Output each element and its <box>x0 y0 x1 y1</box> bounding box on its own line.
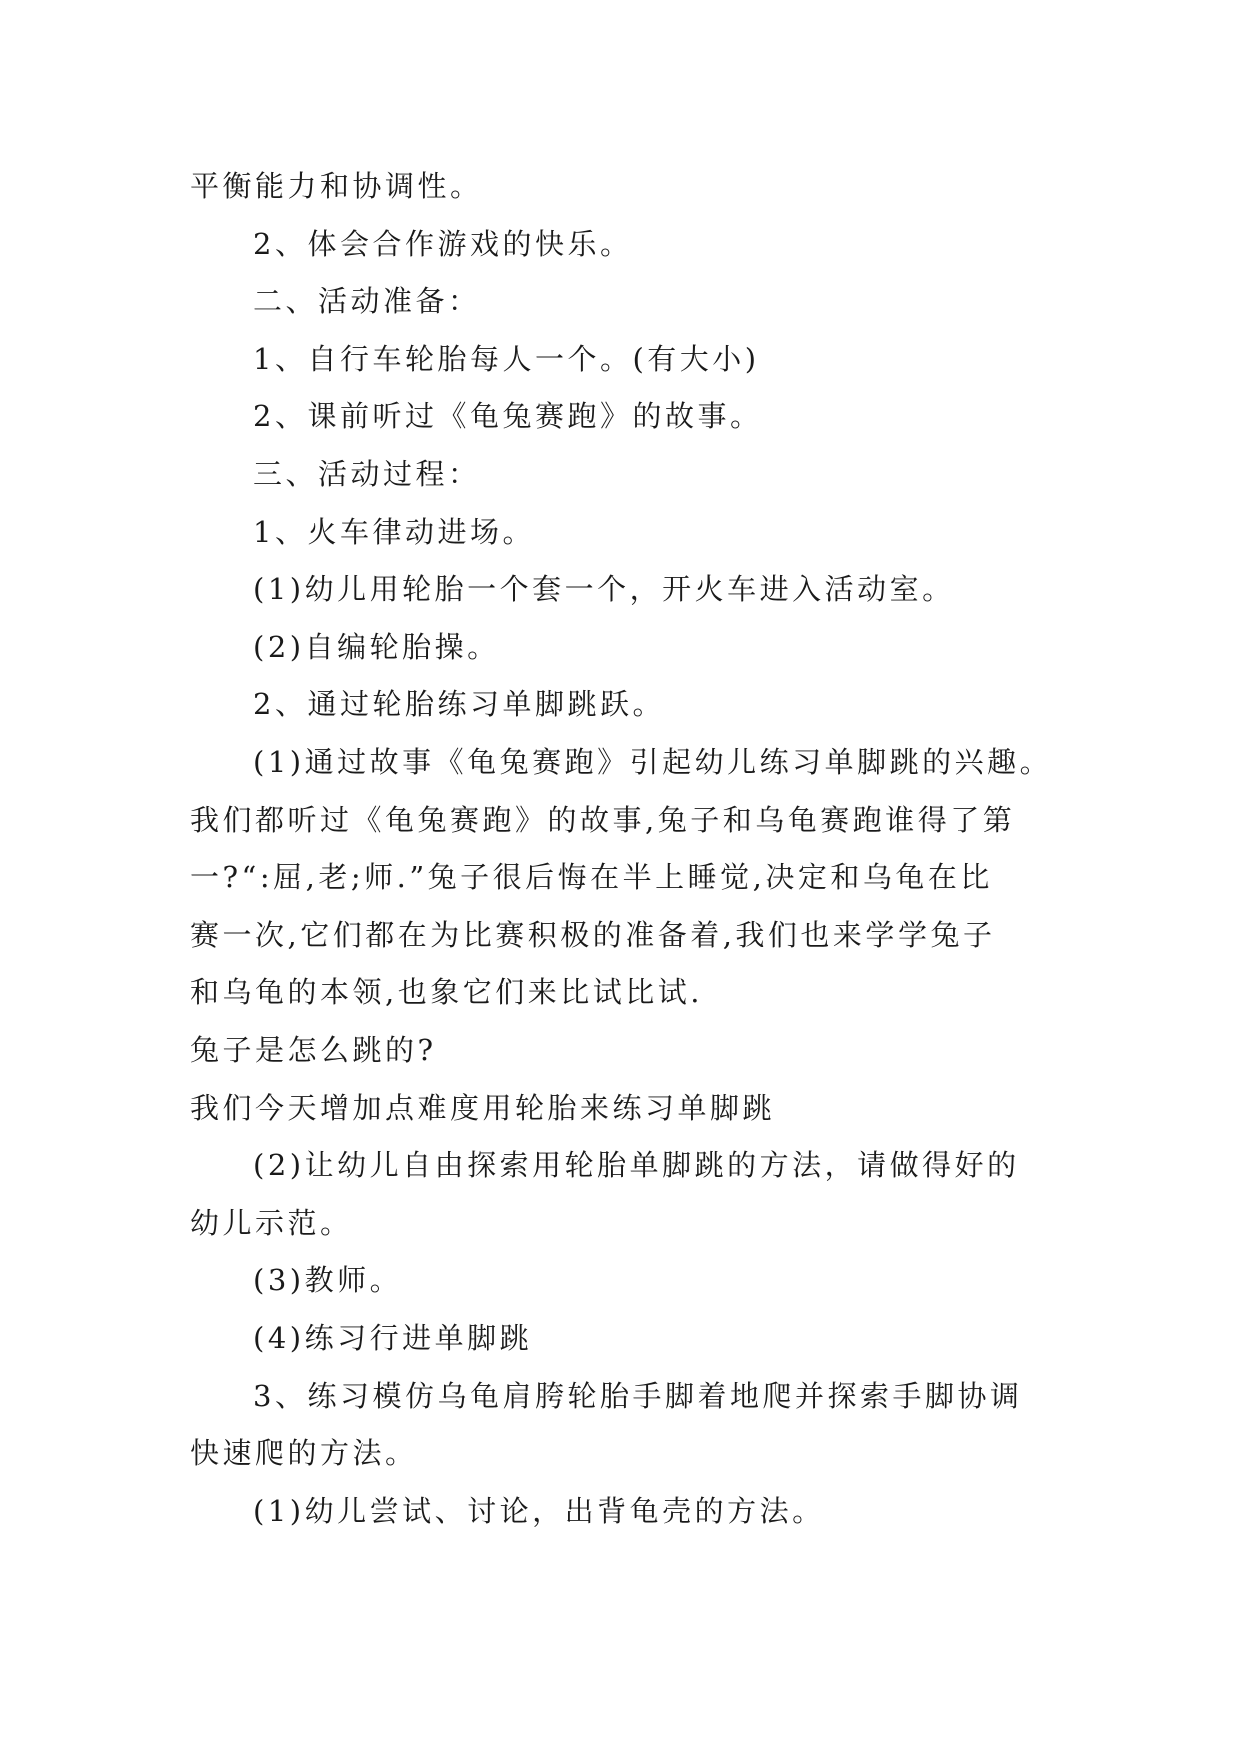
text-line: 3、练习模仿乌龟肩胯轮胎手脚着地爬并探索手脚协调 <box>253 1379 1023 1413</box>
text-line: 兔子是怎么跳的? <box>190 1033 437 1067</box>
text-line: (2)让幼儿自由探索用轮胎单脚跳的方法，请做得好的 <box>253 1148 1020 1182</box>
text-line: (1)幼儿尝试、讨论，出背龟壳的方法。 <box>253 1494 825 1528</box>
text-line: 和乌龟的本领,也象它们来比试比试. <box>190 975 703 1009</box>
text-line: (1)幼儿用轮胎一个套一个，开火车进入活动室。 <box>253 572 955 606</box>
text-line: 1、火车律动进场。 <box>253 515 535 549</box>
text-line: 1、自行车轮胎每人一个。(有大小) <box>253 342 760 376</box>
section-heading: 二、活动准备： <box>253 284 481 318</box>
text-line: 我们都听过《龟兔赛跑》的故事,兔子和乌龟赛跑谁得了第 <box>190 803 1016 837</box>
text-line: (2)自编轮胎操。 <box>253 630 500 664</box>
text-line: 平衡能力和协调性。 <box>190 169 483 203</box>
text-line: 我们今天增加点难度用轮胎来练习单脚跳 <box>190 1091 776 1125</box>
text-line: 快速爬的方法。 <box>190 1436 418 1470</box>
text-line: 2、体会合作游戏的快乐。 <box>253 227 633 261</box>
text-line: (4)练习行进单脚跳 <box>253 1321 533 1355</box>
text-line: (1)通过故事《龟兔赛跑》引起幼儿练习单脚跳的兴趣。 <box>253 745 1053 779</box>
text-line: 幼儿示范。 <box>190 1206 353 1240</box>
section-heading: 三、活动过程： <box>253 457 481 491</box>
text-line: 2、通过轮胎练习单脚跳跃。 <box>253 687 665 721</box>
text-line: (3)教师。 <box>253 1263 403 1297</box>
text-line: 赛一次,它们都在为比赛积极的准备着,我们也来学学兔子 <box>190 918 996 952</box>
text-line: 2、课前听过《龟兔赛跑》的故事。 <box>253 399 763 433</box>
text-line: 一?“:屈,老;师.”兔子很后悔在半上睡觉,决定和乌龟在比 <box>190 860 993 894</box>
